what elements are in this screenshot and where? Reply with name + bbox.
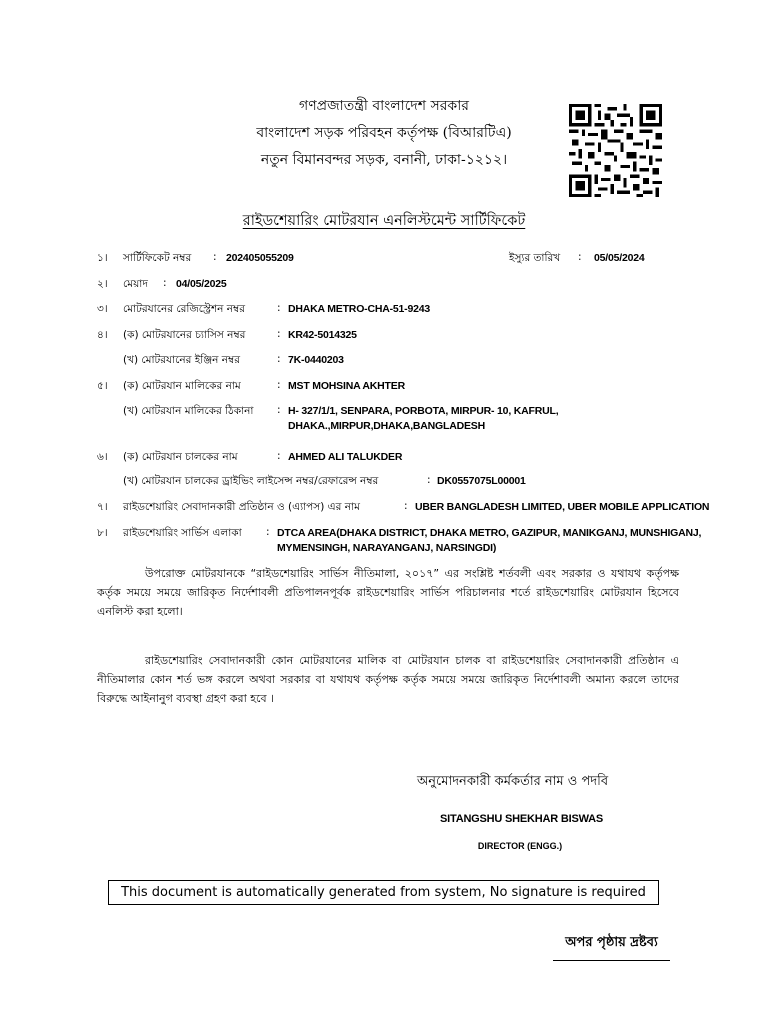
item-number-8: ৮।	[97, 527, 108, 539]
header-authority: বাংলাদেশ সড়ক পরিবহন কর্তৃপক্ষ (বিআরটিএ)	[256, 125, 512, 141]
registration-label: মোটরযানের রেজিস্ট্রেশন নম্বর	[123, 303, 245, 315]
provider-name: UBER BANGLADESH LIMITED, UBER MOBILE APPLICATION	[415, 501, 710, 513]
item-number-1: ১।	[97, 252, 108, 264]
colon: :	[277, 379, 281, 391]
colon: :	[404, 500, 408, 512]
colon: :	[277, 302, 281, 314]
issue-date: 05/05/2024	[594, 252, 645, 264]
colon: :	[277, 328, 281, 340]
driver-name-label: (ক) মোটরযান চালকের নাম	[123, 451, 238, 463]
qr-code	[569, 104, 662, 197]
license-number: DK0557075L00001	[437, 475, 526, 487]
chassis-label: (ক) মোটরযানের চ্যাসিস নম্বর	[123, 329, 246, 341]
colon: :	[266, 526, 270, 538]
colon: :	[277, 353, 281, 365]
validity-date: 04/05/2025	[176, 278, 227, 290]
auto-generated-notice: This document is automatically generated from system, No signature is required	[108, 880, 659, 905]
provider-label: রাইডশেয়ারিং সেবাদানকারী প্রতিষ্ঠান ও (এ্যাপস) এর নাম	[123, 501, 360, 513]
certificate-number: 202405055209	[226, 252, 294, 264]
validity-label: মেয়াদ	[123, 278, 148, 290]
item-number-2: ২।	[97, 278, 108, 290]
colon: :	[213, 251, 217, 263]
item-number-7: ৭।	[97, 501, 108, 513]
certificate-title: রাইডশেয়ারিং মোটরযান এনলিস্টমেন্ট সার্টিফিকেট	[242, 213, 526, 229]
service-area-label: রাইডশেয়ারিং সার্ভিস এলাকা	[123, 527, 242, 539]
item-number-5: ৫।	[97, 380, 108, 392]
issue-date-label: ইস্যুর তারিখ	[509, 252, 561, 264]
owner-address-line1: H- 327/1/1, SENPARA, PORBOTA, MIRPUR- 10, KAFRUL,	[288, 405, 559, 417]
owner-name: MST MOHSINA AKHTER	[288, 380, 405, 392]
chassis-number: KR42-5014325	[288, 329, 357, 341]
owner-name-label: (ক) মোটরযান মালিকের নাম	[123, 380, 241, 392]
colon: :	[163, 277, 167, 289]
header-government: গণপ্রজাতন্ত্রী বাংলাদেশ সরকার	[299, 98, 469, 114]
approver-heading: অনুমোদনকারী কর্মকর্তার নাম ও পদবি	[417, 774, 609, 789]
owner-address-line2: DHAKA.,MIRPUR,DHAKA,BANGLADESH	[288, 420, 485, 432]
approver-name: SITANGSHU SHEKHAR BISWAS	[440, 813, 604, 825]
service-area-line1: DTCA AREA(DHAKA DISTRICT, DHAKA METRO, GAZIPUR, MANIKGANJ, MUNSHIGANJ,	[277, 527, 702, 539]
license-label: (খ) মোটরযান চালকের ড্রাইভিং লাইসেন্স নম্বর/রেফারেন্স নম্বর	[123, 475, 379, 487]
colon: :	[578, 251, 582, 263]
certificate-number-label: সার্টিফিকেট নম্বর	[123, 252, 192, 264]
overleaf-note: অপর পৃষ্ঠায় দ্রষ্টব্য	[553, 933, 670, 961]
owner-address-label: (খ) মোটরযান মালিকের ঠিকানা	[123, 405, 254, 417]
item-number-6: ৬।	[97, 451, 108, 463]
colon: :	[427, 474, 431, 486]
engine-number: 7K-0440203	[288, 354, 344, 366]
service-area-line2: MYMENSINGH, NARAYANGANJ, NARSINGDI)	[277, 542, 497, 554]
header-address: নতুন বিমানবন্দর সড়ক, বনানী, ঢাকা-১২১২।	[260, 152, 508, 168]
item-number-3: ৩।	[97, 303, 108, 315]
item-number-4: ৪।	[97, 329, 108, 341]
colon: :	[277, 404, 281, 416]
conditions-paragraph: রাইডশেয়ারিং সেবাদানকারী কোন মোটরযানের মালিক বা মোটরযান চালক বা রাইডশেয়ারিং সেবাদানকারী প্রতিষ্ঠান এ নীতিমালার কোন শর্ত ভঙ্গ করলে অথবা সরকার বা যথাযথ কর্তৃপক্ষ কর্তৃক সময়ে সময়ে জারিকৃত নির্দেশাবলী অমান্য করলে তাদের বিরুদ্ধে আইনানুগ ব্যবস্থা গ্রহণ করা হবে ।	[97, 654, 679, 705]
enlistment-paragraph: উপরোক্ত মোটরযানকে “রাইডশেয়ারিং সার্ভিস নীতিমালা, ২০১৭” এর সংশ্লিষ্ট শর্তবলী এবং সরকার ও যথাযথ কর্তৃপক্ষ কর্তৃক সময়ে সময়ে জারিকৃত নির্দেশাবলী প্রতিপালনপূর্বক রাইডশেয়ারিং সার্ভিস পরিচালনার শর্তে রাইডশেয়ারিং মোটরযান হিসেবে এনলিস্ট করা হলো।	[97, 567, 679, 618]
engine-label: (খ) মোটরযানের ইঞ্জিন নম্বর	[123, 354, 241, 366]
driver-name: AHMED ALI TALUKDER	[288, 451, 403, 463]
approver-designation: DIRECTOR (ENGG.)	[477, 841, 563, 851]
registration-number: DHAKA METRO-CHA-51-9243	[288, 303, 431, 315]
colon: :	[277, 450, 281, 462]
